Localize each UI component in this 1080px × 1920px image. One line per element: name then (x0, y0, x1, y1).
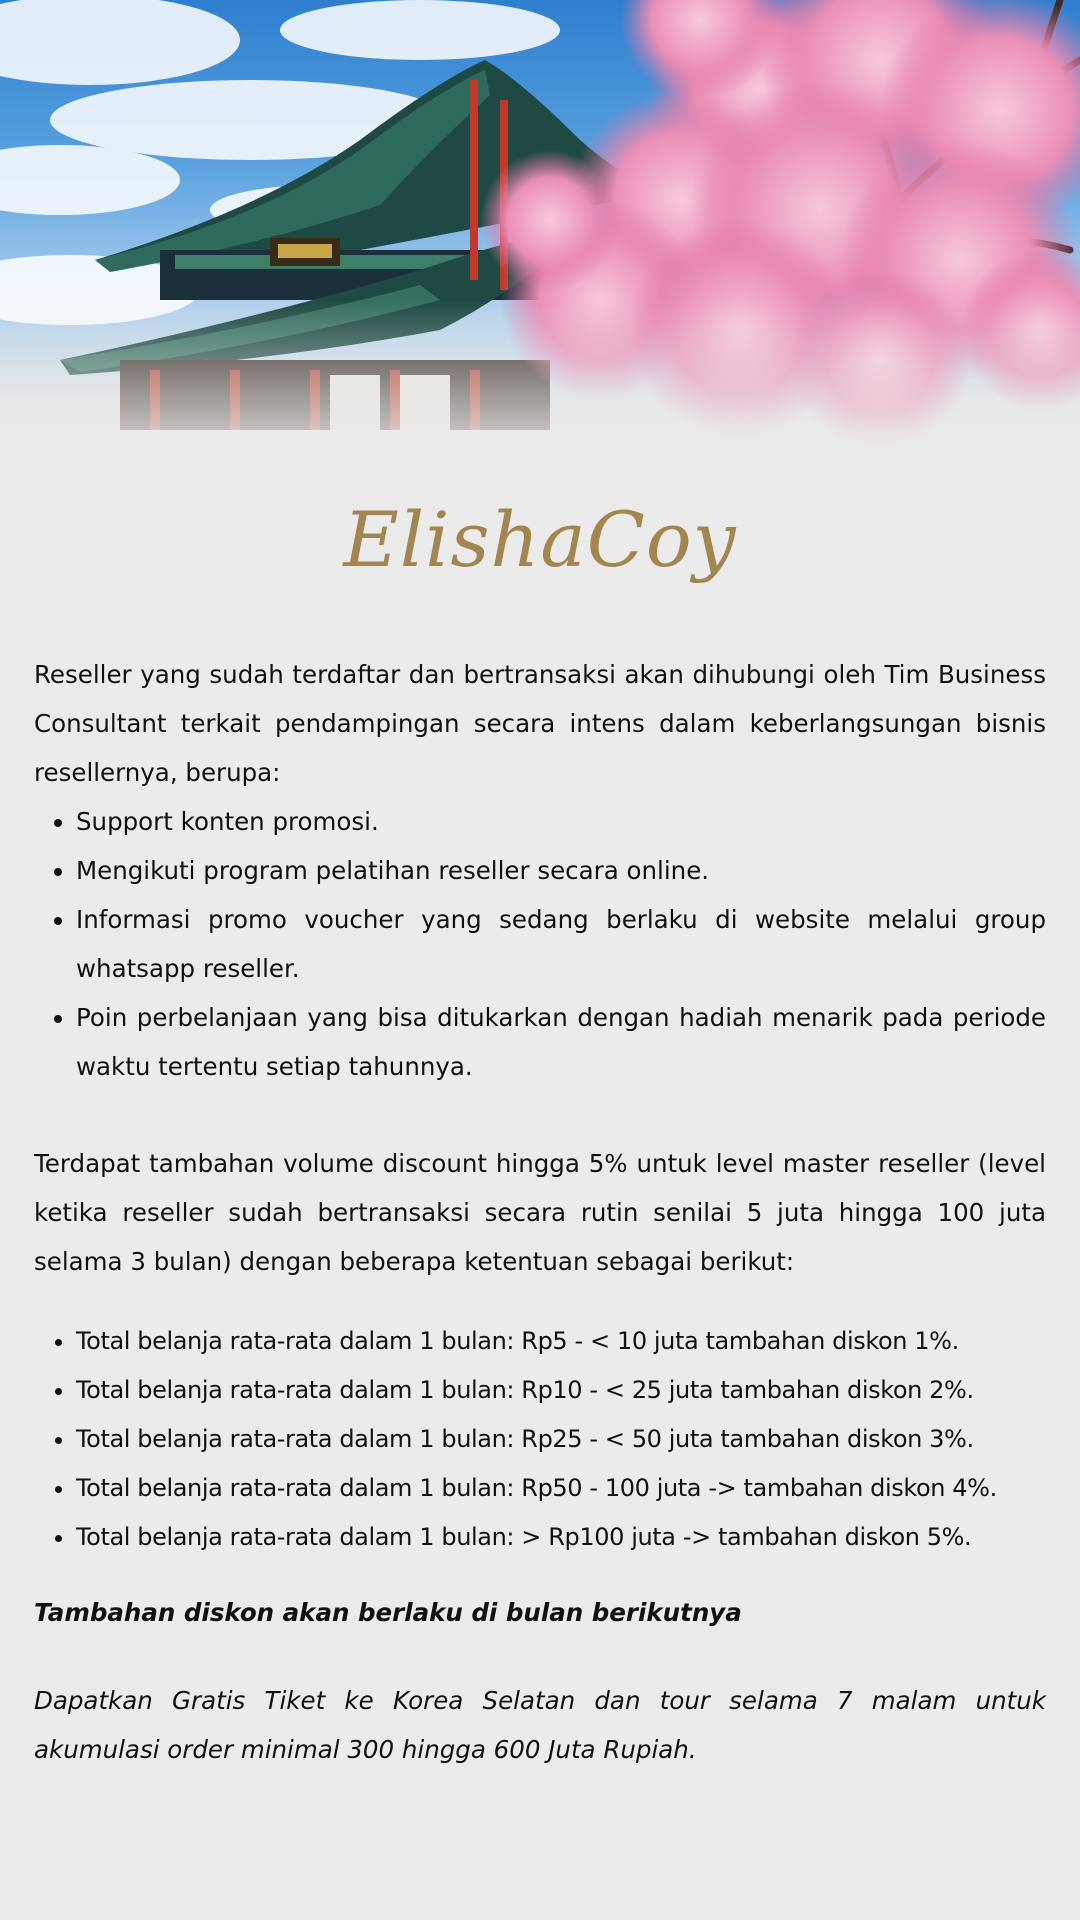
list-item: • Total belanja rata-rata dalam 1 bulan: Rp25 - < 50 juta tambahan diskon 3%. (76, 1415, 1046, 1464)
benefits-list (34, 797, 1046, 1091)
brand-logo: ElishaCoy (343, 495, 737, 584)
hero-banner (0, 0, 1080, 470)
list-item: • Support konten promosi. (76, 797, 1046, 846)
intro-paragraph: Reseller yang sudah terdaftar dan bertransaksi akan dihubungi oleh Tim Business Consultant terkait pendampingan secara intens dalam keberlangsungan bisnis resellernya, berupa: (34, 660, 1046, 787)
list-item: • Total belanja rata-rata dalam 1 bulan: > Rp100 juta -> tambahan diskon 5%. (76, 1513, 1046, 1562)
discount-intro-paragraph: Terdapat tambahan volume discount hingga 5% untuk level master reseller (level ketika reseller sudah bertransaksi secara rutin senilai 5 juta hingga 100 juta selama 3 bulan) dengan beberapa ketentuan sebagai berikut: (34, 1149, 1046, 1276)
content-section (34, 650, 1046, 1774)
list-item: • Total belanja rata-rata dalam 1 bulan: Rp50 - 100 juta -> tambahan diskon 4%. (76, 1464, 1046, 1513)
list-item: • Total belanja rata-rata dalam 1 bulan: Rp10 - < 25 juta tambahan diskon 2%. (76, 1366, 1046, 1415)
list-item: • Poin perbelanjaan yang bisa ditukarkan dengan hadiah menarik pada periode waktu tertentu setiap tahunnya. (76, 993, 1046, 1091)
palace-cherry-blossom-image (0, 0, 1080, 470)
list-item: • Total belanja rata-rata dalam 1 bulan: Rp5 - < 10 juta tambahan diskon 1%. (76, 1317, 1046, 1366)
discount-note: Tambahan diskon akan berlaku di bulan berikutnya (34, 1598, 742, 1627)
list-item: • Mengikuti program pelatihan reseller secara online. (76, 846, 1046, 895)
list-item: • Informasi promo voucher yang sedang berlaku di website melalui group whatsapp reseller. (76, 895, 1046, 993)
promo-paragraph: Dapatkan Gratis Tiket ke Korea Selatan dan tour selama 7 malam untuk akumulasi order minimal 300 hingga 600 Juta Rupiah. (34, 1686, 1046, 1764)
discount-tier-list (34, 1317, 1046, 1562)
